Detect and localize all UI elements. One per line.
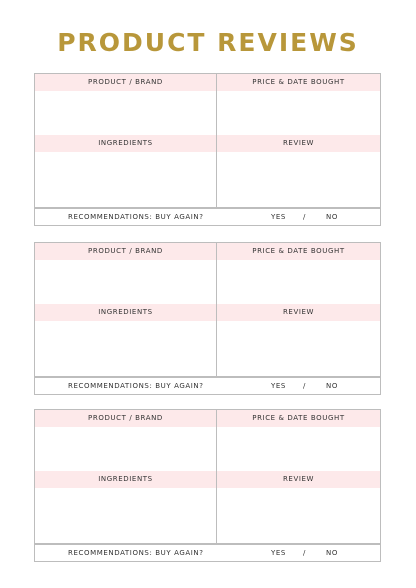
review-label: REVIEW — [217, 304, 380, 321]
product-brand-label: PRODUCT / BRAND — [35, 243, 216, 260]
yes-option[interactable]: YES — [271, 549, 286, 557]
review-cell — [217, 135, 380, 207]
ingredients-label: INGREDIENTS — [35, 304, 216, 321]
no-option[interactable]: NO — [326, 382, 338, 390]
price-date-cell — [217, 243, 380, 304]
ingredients-field[interactable] — [35, 152, 216, 207]
price-date-field[interactable] — [217, 91, 380, 135]
review-label: REVIEW — [217, 471, 380, 488]
price-date-label: PRICE & DATE BOUGHT — [217, 243, 380, 260]
recommendation-row — [35, 376, 380, 394]
page-title: PRODUCT REVIEWS — [57, 28, 359, 57]
price-date-field[interactable] — [217, 427, 380, 471]
recommendation-label: RECOMMENDATIONS: BUY AGAIN? — [68, 549, 204, 557]
ingredients-label: INGREDIENTS — [35, 471, 216, 488]
ingredients-cell — [35, 471, 217, 543]
price-date-field[interactable] — [217, 260, 380, 304]
ingredients-cell — [35, 304, 217, 376]
product-brand-cell — [35, 243, 217, 304]
review-field[interactable] — [217, 152, 380, 207]
review-field[interactable] — [217, 488, 380, 543]
price-date-label: PRICE & DATE BOUGHT — [217, 410, 380, 427]
no-option[interactable]: NO — [326, 213, 338, 221]
option-separator: / — [303, 549, 306, 557]
product-brand-label: PRODUCT / BRAND — [35, 74, 216, 91]
product-brand-label: PRODUCT / BRAND — [35, 410, 216, 427]
ingredients-field[interactable] — [35, 321, 216, 376]
review-card-3 — [34, 409, 381, 562]
recommendation-label: RECOMMENDATIONS: BUY AGAIN? — [68, 382, 204, 390]
review-field[interactable] — [217, 321, 380, 376]
option-separator: / — [303, 382, 306, 390]
ingredients-field[interactable] — [35, 488, 216, 543]
recommendation-row — [35, 207, 380, 225]
price-date-label: PRICE & DATE BOUGHT — [217, 74, 380, 91]
review-label: REVIEW — [217, 135, 380, 152]
price-date-cell — [217, 74, 380, 135]
product-brand-cell — [35, 410, 217, 471]
ingredients-cell — [35, 135, 217, 207]
recommendation-label: RECOMMENDATIONS: BUY AGAIN? — [68, 213, 204, 221]
ingredients-label: INGREDIENTS — [35, 135, 216, 152]
product-brand-field[interactable] — [35, 91, 216, 135]
recommendation-row — [35, 543, 380, 561]
review-cell — [217, 304, 380, 376]
yes-option[interactable]: YES — [271, 382, 286, 390]
yes-option[interactable]: YES — [271, 213, 286, 221]
no-option[interactable]: NO — [326, 549, 338, 557]
price-date-cell — [217, 410, 380, 471]
option-separator: / — [303, 213, 306, 221]
product-brand-cell — [35, 74, 217, 135]
product-brand-field[interactable] — [35, 427, 216, 471]
product-brand-field[interactable] — [35, 260, 216, 304]
review-cell — [217, 471, 380, 543]
review-card-2 — [34, 242, 381, 395]
review-card-1 — [34, 73, 381, 226]
